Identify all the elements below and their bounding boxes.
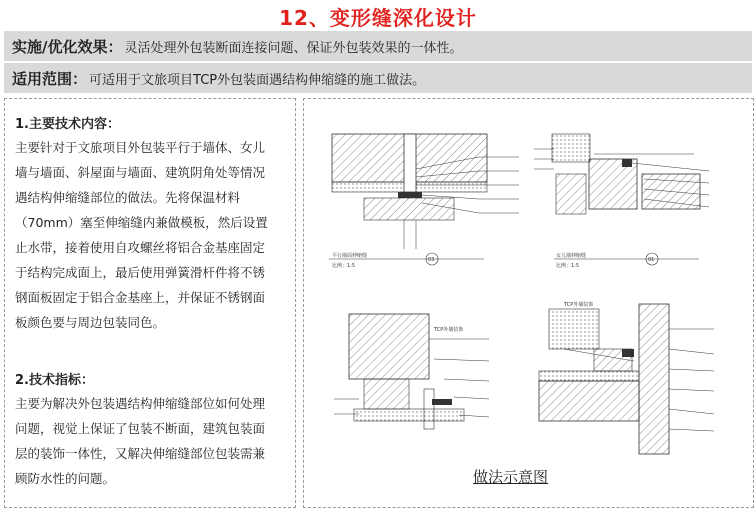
drawing3-note: TCP外墙装饰 [434, 327, 464, 333]
drawing2-scale: 比例：1:5 [556, 263, 580, 269]
technical-content-panel [4, 98, 296, 508]
drawing2-code: 01 [648, 257, 655, 263]
section2-heading: 2.技术指标： [15, 373, 94, 388]
section1-line: 主要针对于文旅项目外包装平行于墙体、女儿 [15, 140, 266, 155]
drawings-panel [303, 98, 754, 508]
section1-line: 钢面板固定于铝合金基座上，并保证不锈钢面 [15, 290, 266, 305]
section2-line: 层的装饰一体性，又解决伸缩缝部位包装需兼 [15, 446, 266, 461]
construction-drawings [304, 99, 753, 507]
section1-line: 墙与墙面、斜屋面与墙面、建筑阴角处等情况 [15, 165, 266, 180]
drawing1-code: 03 [428, 257, 435, 263]
effect-label: 实施/优化效果： [12, 37, 123, 56]
section1-heading: 1.主要技术内容： [15, 117, 120, 132]
section1-line: （70mm）塞至伸缩缝内兼做模板，然后设置 [15, 215, 268, 230]
effect-text: 灵活处理外包装断面连接问题、保证外包装效果的一体性。 [124, 40, 463, 56]
scope-band [4, 63, 752, 93]
drawing1-name: 平行墙面伸缩缝 [332, 253, 368, 259]
section1-line: 于结构完成面上，最后使用弹簧滑杆件将不锈 [15, 265, 266, 280]
drawing-roof-wall-joint [539, 301, 714, 454]
section1-line: 止水带，接着使用自攻螺丝将铝合金基座固定 [15, 240, 266, 255]
section2-line: 顾防水性的问题。 [15, 471, 116, 486]
section1-line: 板颜色要与周边包装同色。 [15, 315, 166, 330]
drawing2-name: 女儿墙伸缩缝 [556, 253, 587, 259]
drawing1-scale: 比例：1:5 [332, 263, 356, 269]
page-title: 12、变形缝深化设计 [279, 6, 477, 30]
section1-body [15, 135, 293, 335]
section1-line: 遇结构伸缩缝部位的做法。先将保温材料 [15, 190, 241, 205]
scope-label: 适用范围： [12, 69, 88, 88]
section2-line: 主要为解决外包装遇结构伸缩缝部位如何处理 [15, 396, 266, 411]
drawing-caption: 做法示意图 [473, 468, 549, 486]
section2-body [15, 391, 293, 491]
effect-band [4, 31, 752, 61]
drawing-parapet-joint [534, 134, 709, 269]
section2-line: 问题，视觉上保证了包装不断面，建筑包装面 [15, 421, 266, 436]
scope-text: 可适用于文旅项目TCP外包装面遇结构伸缩缝的施工做法。 [89, 72, 426, 88]
drawing4-note: TCP外墙装饰 [564, 302, 594, 308]
drawing-parallel-wall-joint [329, 134, 519, 269]
drawing-inclined-roof-joint [334, 314, 489, 429]
